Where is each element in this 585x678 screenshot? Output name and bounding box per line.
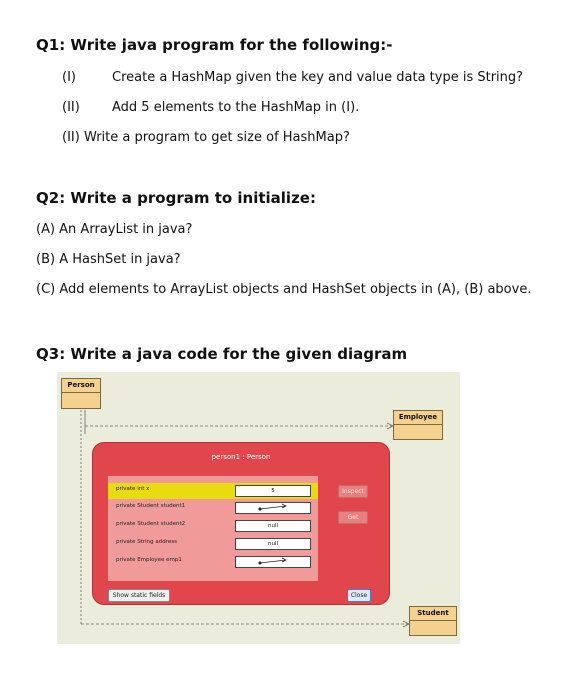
q2-item-c: (C) Add elements to ArrayList objects and HashSet objects in (A), (B) above. [36, 282, 532, 297]
class-employee-name: Employee [394, 411, 442, 425]
field-value: null [235, 520, 311, 532]
field-row[interactable] [108, 483, 318, 499]
class-person[interactable] [61, 378, 101, 409]
q1-item-1-text: Create a HashMap given the key and value data type is String? [112, 70, 524, 85]
field-value: 5 [235, 485, 311, 497]
q1-item-2-text: Add 5 elements to the HashMap in (I). [112, 100, 360, 115]
field-row[interactable] [108, 554, 318, 570]
get-button[interactable]: Get [338, 511, 368, 524]
q2-item-b: (B) A HashSet in java? [36, 252, 181, 267]
object-inspector [92, 442, 390, 605]
q1-item-2 [62, 100, 359, 115]
inspect-button[interactable]: Inspect [338, 485, 368, 498]
q1-item-1-num: (I) [62, 70, 76, 85]
q1-item-1 [62, 70, 523, 85]
field-label: private Employee emp1 [116, 557, 182, 563]
field-row[interactable] [108, 536, 318, 552]
show-static-fields-button[interactable]: Show static fields [108, 589, 170, 602]
class-person-name: Person [62, 379, 100, 393]
bluej-diagram [57, 372, 460, 644]
reference-arrow-icon [235, 556, 311, 568]
field-value: null [235, 538, 311, 550]
object-title: person1 : Person [211, 453, 271, 461]
class-student[interactable] [409, 606, 457, 636]
reference-arrow-icon [235, 502, 311, 514]
q1-item-2-num: (II) [62, 100, 80, 115]
field-label: private int x [116, 486, 150, 492]
class-student-name: Student [410, 607, 456, 621]
class-employee[interactable] [393, 410, 443, 440]
field-row[interactable] [108, 500, 318, 516]
q2-item-a: (A) An ArrayList in java? [36, 222, 193, 237]
q1-extra: (II) Write a program to get size of HashMap? [62, 130, 350, 145]
q3-title: Q3: Write a java code for the given diagram [36, 345, 408, 363]
field-row[interactable] [108, 518, 318, 534]
q2-title: Q2: Write a program to initialize: [36, 189, 316, 207]
field-label: private Student student1 [116, 503, 186, 509]
close-button[interactable]: Close [347, 589, 371, 602]
fields-panel [108, 476, 318, 581]
field-label: private String address [116, 539, 177, 545]
field-label: private Student student2 [116, 521, 186, 527]
q1-title: Q1: Write java program for the following:- [36, 36, 393, 54]
